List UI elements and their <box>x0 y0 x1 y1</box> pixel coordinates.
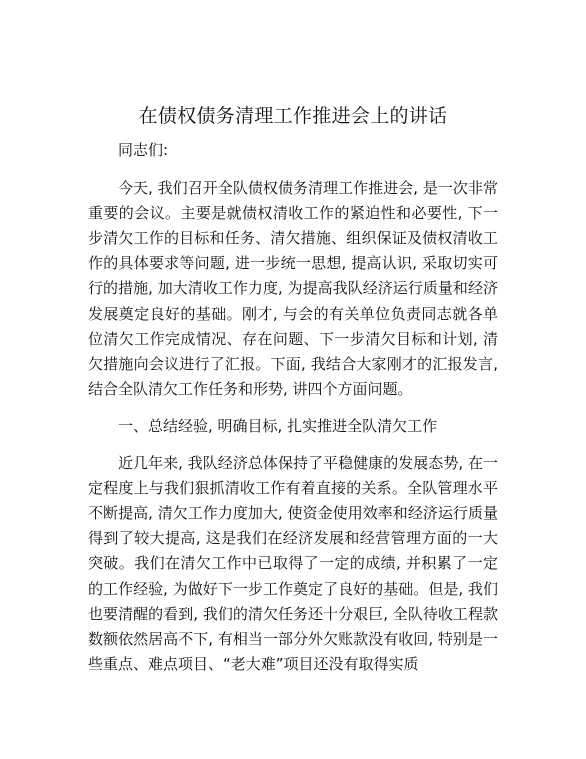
salutation: 同志们: <box>118 141 169 159</box>
section-heading: 一、总结经验, 明确目标, 扎实推进全队清欠工作 <box>118 416 438 435</box>
paragraph-opening: 今天, 我们召开全队债权债务清理工作推进会, 是一次非常重要的会议。主要是就债权清收工作的紧迫性和必要性, 下一步清欠工作的目标和任务、清欠措施、组织保证及债权清收工作的具体要求等问题, 进一步统一思想, 提高认识, 采取切实可行的措施, 加大清收工作力度, 为提高我队经济运行质量和经济发展奠定良好的基础。刚才, 与会的有关单位负责同志就各单位清欠工作完成情况、存在问题、下一步清欠目标和计划, 清欠措施向会议进行了汇报。下面, 我结合大家刚才的汇报发言, 结合全队清欠工作任务和形势, 讲四个方面问题。 <box>88 179 498 398</box>
document-title: 在债权债务清理工作推进会上的讲话 <box>138 105 448 127</box>
paragraph-gap <box>88 439 498 451</box>
paragraph-section-one: 近几年来, 我队经济总体保持了平稳健康的发展态势, 在一定程度上与我们狠抓清收工作有着直接的关系。全队管理水平不断提高, 清欠工作力度加大, 使资金使用效率和经济运行质量得到了较大提高, 这是我们在经济发展和经营管理方面的一大突破。我们在清欠工作中已取得了一定的成绩, 并积累了一定的工作经验, 为做好下一步工作奠定了良好的基础。但是, 我们也要清醒的看到, 我们的清欠任务还十分艰巨, 全队待收工程款数额依然居高不下, 有相当一部分外欠账款没有收回, 特别是一些重点、难点项目、“老大难”项目还没有取得实质 <box>88 454 498 673</box>
paragraph-gap <box>88 402 498 414</box>
document-body <box>88 138 498 677</box>
